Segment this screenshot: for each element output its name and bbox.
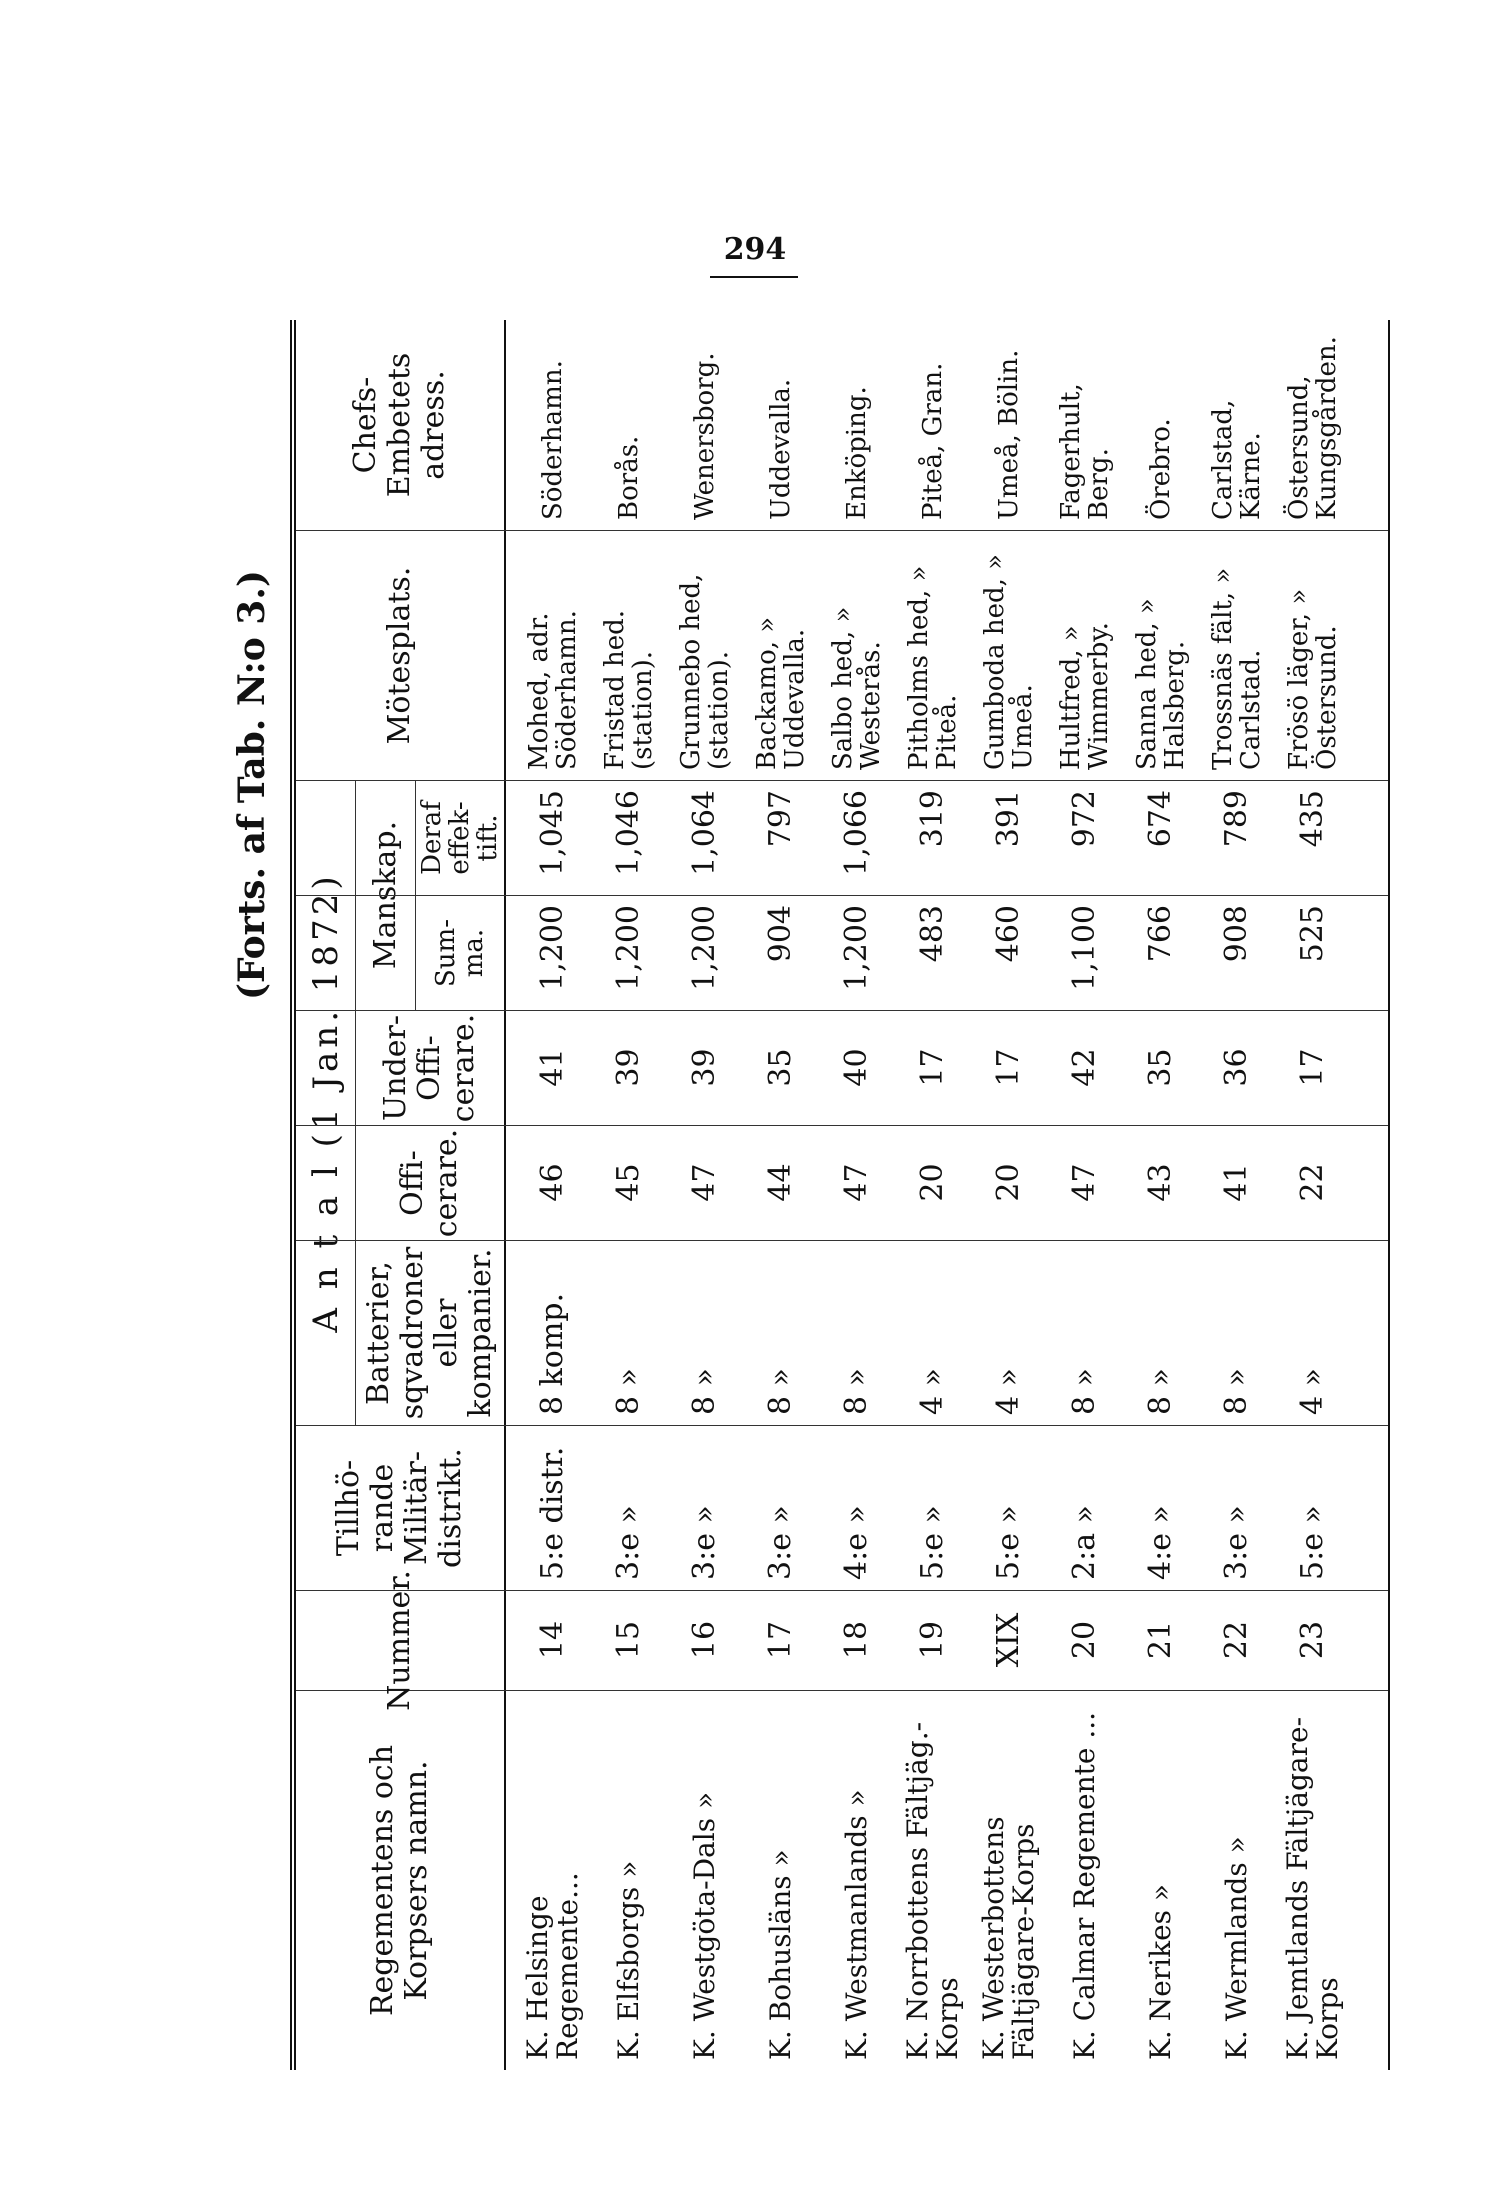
cell-officers: 46: [535, 1163, 570, 1202]
cell-nco: 35: [1143, 1048, 1178, 1087]
cell-effective: 789: [1219, 790, 1254, 848]
cell-number: 20: [1067, 1620, 1102, 1660]
cell-batteries: 4 »: [1295, 1368, 1330, 1415]
cell-sum: 766: [1143, 905, 1178, 963]
page-number: 294: [723, 232, 787, 267]
header-manskap-group: Manskap.: [356, 780, 416, 1010]
cell-sum: 1,200: [611, 905, 646, 991]
cell-nco: 39: [611, 1048, 646, 1087]
cell-sum: 460: [991, 905, 1026, 963]
cell-address: Borås.: [614, 435, 644, 520]
cell-name: K. Westgöta-Dals »: [688, 1791, 721, 2060]
cell-officers: 44: [763, 1163, 798, 1202]
cell-district: 2:a »: [1067, 1505, 1102, 1580]
cell-officers: 20: [915, 1163, 950, 1202]
cell-name: K. Wermlands »: [1220, 1836, 1253, 2060]
cell-effective: 797: [763, 790, 798, 848]
cell-batteries: 8 »: [1143, 1368, 1178, 1415]
header-batteries: Batterier, sqvadroner eller kompanier.: [356, 1241, 506, 1425]
header-sum: Sum- ma.: [416, 896, 506, 1010]
cell-district: 4:e »: [1143, 1505, 1178, 1580]
cell-effective: 972: [1067, 790, 1102, 848]
cell-address: Uddevalla.: [766, 378, 796, 520]
cell-number: 23: [1295, 1620, 1330, 1660]
cell-number: 22: [1219, 1620, 1254, 1660]
cell-district: 3:e »: [1219, 1505, 1254, 1580]
cell-batteries: 8 »: [763, 1368, 798, 1415]
cell-batteries: 4 »: [915, 1368, 950, 1415]
cell-sum: 1,100: [1067, 905, 1102, 991]
cell-number: XIX: [991, 1612, 1026, 1668]
cell-batteries: 8 »: [839, 1368, 874, 1415]
cell-district: 3:e »: [687, 1505, 722, 1580]
cell-name: K. Westerbottens Fältjägare-Korps: [977, 1816, 1040, 2060]
cell-effective: 1,045: [535, 790, 570, 876]
cell-batteries: 8 »: [1219, 1368, 1254, 1415]
cell-nco: 17: [1295, 1048, 1330, 1087]
header-meeting: Mötesplats.: [296, 531, 506, 780]
header-effective: Deraf effek- tift.: [416, 781, 506, 895]
cell-address: Enköping.: [842, 386, 872, 520]
cell-district: 5:e »: [1295, 1505, 1330, 1580]
cell-meeting: Pitholms hed, » Piteå.: [904, 565, 962, 770]
cell-address: Östersund, Kungsgården.: [1284, 336, 1342, 520]
cell-name: K. Jemtlands Fältjägare-Korps: [1281, 1716, 1344, 2060]
cell-officers: 47: [1067, 1163, 1102, 1202]
cell-address: Piteå, Gran.: [918, 362, 948, 520]
cell-address: Umeå, Bölin.: [994, 349, 1024, 520]
cell-number: 21: [1143, 1620, 1178, 1660]
cell-batteries: 8 »: [611, 1368, 646, 1415]
cell-name: K. Norrbottens Fältjäg.-Korps: [901, 1721, 964, 2060]
cell-number: 17: [763, 1620, 798, 1660]
cell-name: K. Bohusläns »: [764, 1849, 797, 2060]
cell-officers: 47: [687, 1163, 722, 1202]
header-address: Chefs- Embetets adress.: [296, 320, 506, 530]
header-officers: Offi- cerare.: [356, 1126, 506, 1240]
cell-district: 5:e distr.: [535, 1446, 570, 1580]
cell-batteries: 4 »: [991, 1368, 1026, 1415]
cell-meeting: Hultfred, » Wimmerby.: [1056, 622, 1114, 770]
cell-number: 14: [535, 1620, 570, 1660]
cell-address: Söderhamn.: [538, 360, 568, 520]
cell-number: 18: [839, 1620, 874, 1660]
cell-nco: 17: [991, 1048, 1026, 1087]
cell-meeting: Trossnäs fält, » Carlstad.: [1208, 567, 1266, 770]
cell-number: 16: [687, 1620, 722, 1660]
cell-meeting: Fristad hed. (station).: [600, 609, 658, 770]
cell-effective: 1,066: [839, 790, 874, 876]
cell-effective: 319: [915, 790, 950, 848]
cell-district: 3:e »: [611, 1505, 646, 1580]
cell-name: K. Calmar Regemente ...: [1068, 1711, 1101, 2060]
header-district: Tillhö- rande Militär- distrikt.: [296, 1426, 506, 1590]
cell-address: Örebro.: [1146, 418, 1176, 520]
cell-nco: 41: [535, 1048, 570, 1087]
cell-district: 5:e »: [991, 1505, 1026, 1580]
cell-officers: 22: [1295, 1163, 1330, 1202]
cell-nco: 42: [1067, 1048, 1102, 1087]
cell-meeting: Backamo, » Uddevalla.: [752, 616, 810, 770]
cell-effective: 1,064: [687, 790, 722, 876]
cell-address: Carlstad, Kärne.: [1208, 399, 1266, 520]
cell-sum: 908: [1219, 905, 1254, 963]
cell-effective: 1,046: [611, 790, 646, 876]
cell-batteries: 8 »: [687, 1368, 722, 1415]
cell-sum: 525: [1295, 905, 1330, 963]
cell-meeting: Frösö läger, » Östersund.: [1284, 588, 1342, 770]
cell-nco: 36: [1219, 1048, 1254, 1087]
cell-sum: 483: [915, 905, 950, 963]
header-nco: Under- Offi- cerare.: [356, 1011, 506, 1125]
cell-meeting: Salbo hed, » Westerås.: [828, 606, 886, 770]
cell-address: Fagerhult, Berg.: [1056, 383, 1114, 520]
cell-name: K. Westmanlands »: [840, 1789, 873, 2060]
cell-district: 5:e »: [915, 1505, 950, 1580]
header-name: Regementens och Korpsers namn.: [296, 1691, 506, 2070]
cell-batteries: 8 »: [1067, 1368, 1102, 1415]
cell-sum: 1,200: [535, 905, 570, 991]
cell-officers: 47: [839, 1163, 874, 1202]
cell-sum: 904: [763, 905, 798, 963]
cell-meeting: Grunnebo hed, (station).: [676, 573, 734, 770]
page-number-rule: [710, 276, 798, 278]
cell-meeting: Sanna hed, » Halsberg.: [1132, 598, 1190, 770]
cell-officers: 45: [611, 1163, 646, 1202]
cell-number: 15: [611, 1620, 646, 1660]
header-number: Nummer.: [296, 1591, 506, 1690]
cell-batteries: 8 komp.: [535, 1292, 570, 1415]
cell-district: 3:e »: [763, 1505, 798, 1580]
cell-nco: 39: [687, 1048, 722, 1087]
cell-nco: 35: [763, 1048, 798, 1087]
cell-name: K. Helsinge Regemente...: [521, 1872, 584, 2060]
cell-nco: 40: [839, 1048, 874, 1087]
cell-number: 19: [915, 1620, 950, 1660]
cell-meeting: Mohed, adr. Söderhamn.: [524, 610, 582, 770]
cell-sum: 1,200: [687, 905, 722, 991]
cell-officers: 20: [991, 1163, 1026, 1202]
cell-effective: 674: [1143, 790, 1178, 848]
cell-meeting: Gumboda hed, » Umeå.: [980, 553, 1038, 770]
cell-sum: 1,200: [839, 905, 874, 991]
cell-officers: 41: [1219, 1163, 1254, 1202]
cell-name: K. Nerikes »: [1144, 1883, 1177, 2060]
cell-effective: 391: [991, 790, 1026, 848]
cell-officers: 43: [1143, 1163, 1178, 1202]
regiment-table: [290, 320, 1390, 2070]
cell-name: K. Elfsborgs »: [612, 1860, 645, 2060]
cell-nco: 17: [915, 1048, 950, 1087]
cell-district: 4:e »: [839, 1505, 874, 1580]
cell-address: Wenersborg.: [690, 352, 720, 520]
running-head: (Forts. af Tab. N:o 3.): [231, 570, 273, 1000]
header-count-group: A n t a l (1 Jan. 1872): [296, 780, 356, 1425]
cell-effective: 435: [1295, 790, 1330, 848]
